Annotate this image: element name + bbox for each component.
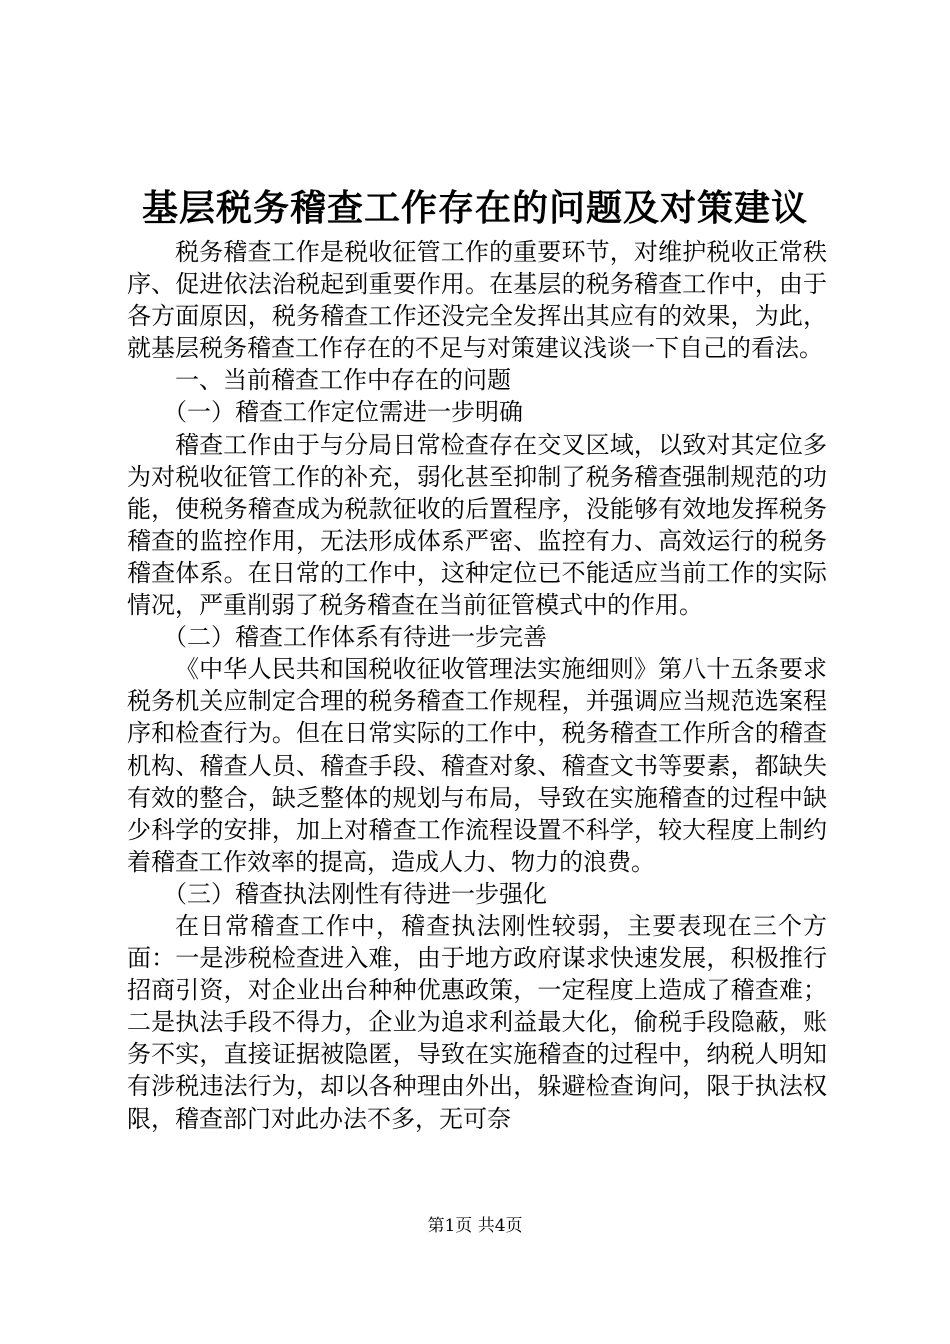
- subsection-heading-3: （三）稽查执法刚性有待进一步强化: [163, 879, 547, 908]
- intro-paragraph: 税务稽查工作是税收征管工作的重要环节，对维护税收正常秩序、促进依法治税起到重要作用。在基层的税务稽查工作中，由于各方面原因，税务稽查工作还没完全发挥出其应有的效果，为此，就基层税务稽查工作存在的不足与对策建议浅谈一下自己的看法。: [127, 238, 827, 363]
- subsection-paragraph-3: 在日常稽查工作中，稽查执法刚性较弱，主要表现在三个方面：一是涉税检查进入难，由于地方政府谋求快速发展，积极推行招商引资，对企业出台种种优惠政策，一定程度上造成了稽查难；二是执法手段不得力，企业为追求利益最大化，偷税手段隐蔽，账务不实，直接证据被隐匿，导致在实施稽查的过程中，纳税人明知有涉税违法行为，却以各种理由外出，躲避检查询问，限于执法权限，稽查部门对此办法不多，无可奈: [127, 911, 827, 1133]
- document-body: [127, 236, 827, 1135]
- document-title: 基层税务稽查工作存在的问题及对策建议: [141, 188, 808, 229]
- subsection-paragraph-1: 稽查工作由于与分局日常检查存在交叉区域，以致对其定位多为对税收征管工作的补充，弱化甚至抑制了税务稽查强制规范的功能，使税务稽查成为税款征收的后置程序，没能够有效地发挥税务稽查的监控作用，无法形成体系严密、监控有力、高效运行的税务稽查体系。在日常的工作中，这种定位已不能适应当前工作的实际情况，严重削弱了税务稽查在当前征管模式中的作用。: [127, 430, 827, 620]
- subsection-heading-2: （二）稽查工作体系有待进一步完善: [163, 623, 547, 652]
- subsection-heading-1: （一）稽查工作定位需进一步明确: [163, 398, 523, 427]
- section-heading: 一、当前稽查工作中存在的问题: [175, 366, 511, 395]
- page-number-footer: 第1页 共4页: [427, 1216, 523, 1236]
- subsection-paragraph-2: 《中华人民共和国税收征收管理法实施细则》第八十五条要求税务机关应制定合理的税务稽查工作规程，并强调应当规范选案程序和检查行为。但在日常实际的工作中，税务稽查工作所含的稽查机构、稽查人员、稽查手段、稽查对象、稽查文书等要素，都缺失有效的整合，缺乏整体的规划与布局，导致在实施稽查的过程中缺少科学的安排，加上对稽查工作流程设置不科学，较大程度上制约着稽查工作效率的提高，造成人力、物力的浪费。: [127, 655, 827, 876]
